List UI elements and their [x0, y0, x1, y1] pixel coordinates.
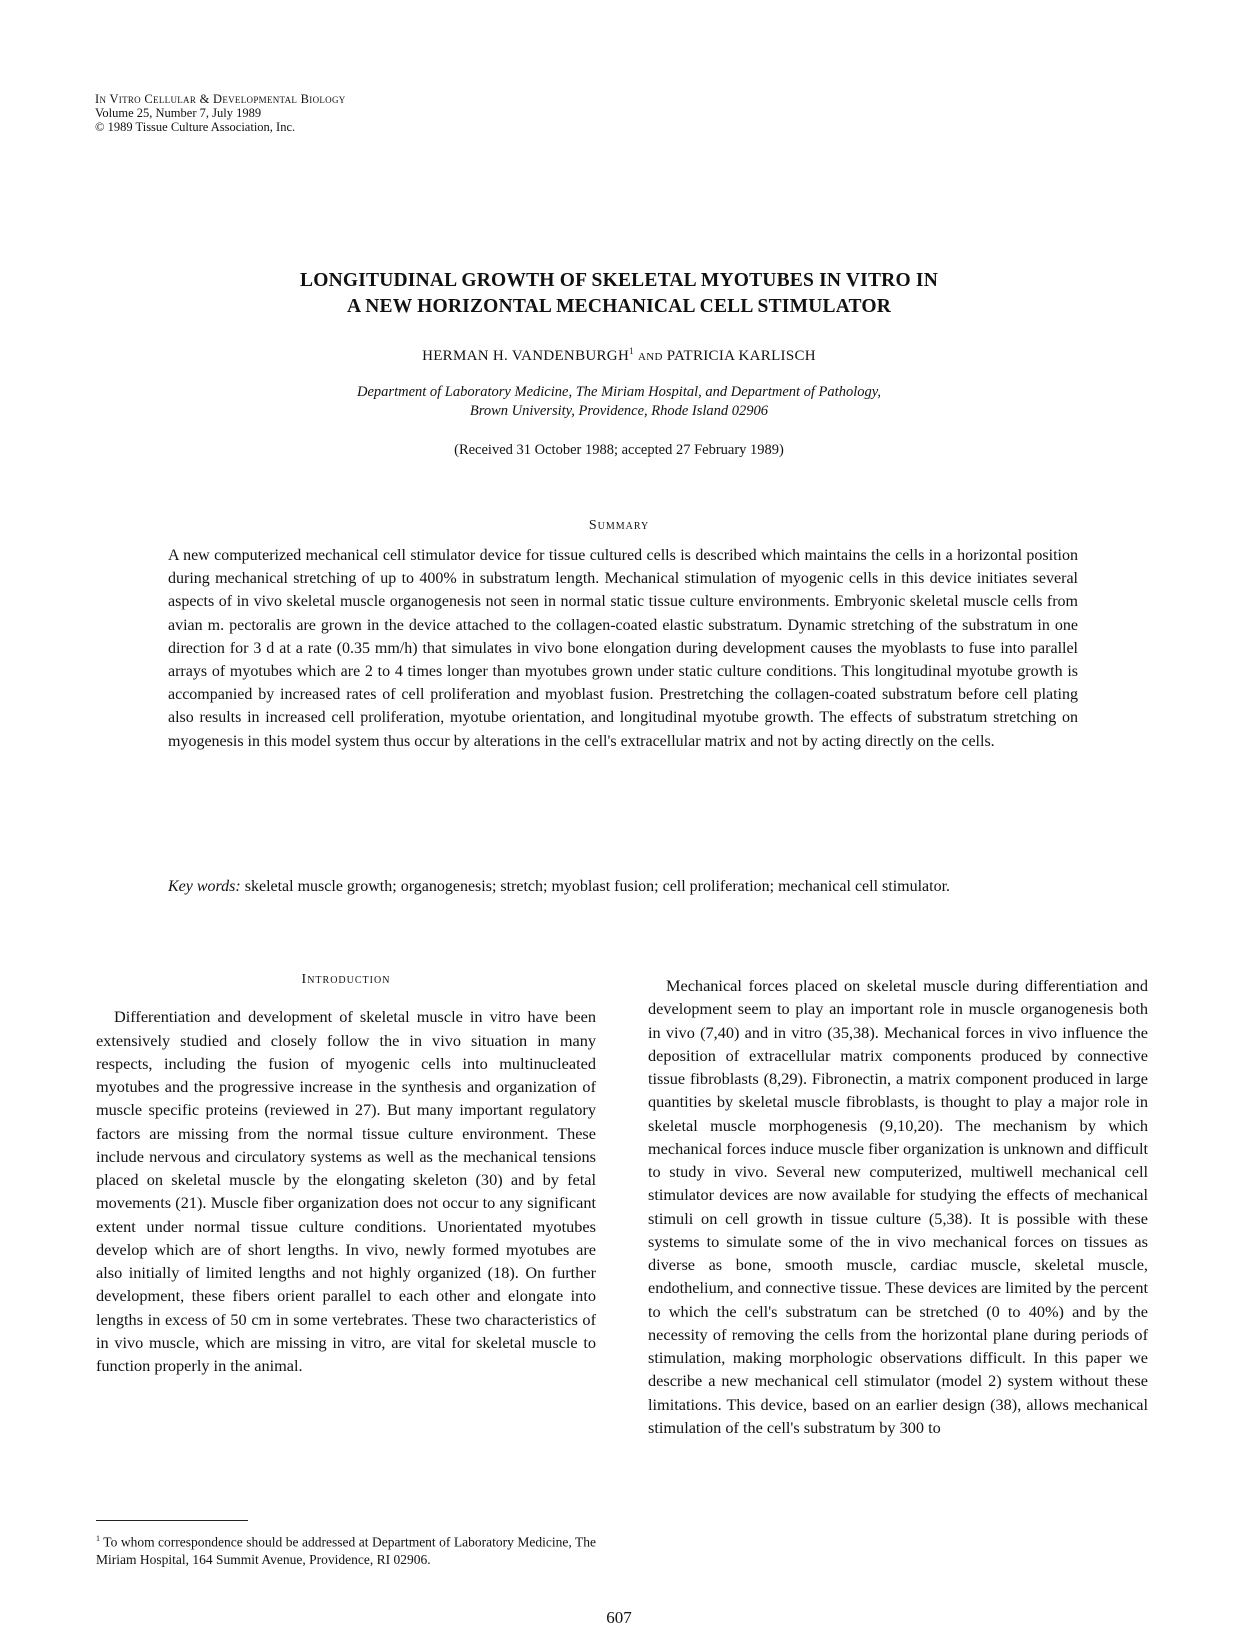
author-list	[150, 346, 1088, 365]
introduction-heading: Introduction	[301, 972, 391, 987]
author-1: HERMAN H. VANDENBURGH	[422, 348, 630, 364]
affiliation-line-1: Department of Laboratory Medicine, The Miriam Hospital, and Department of Pathology,	[357, 384, 881, 400]
author-1-footnote-mark: 1	[629, 346, 634, 356]
title-line-1: LONGITUDINAL GROWTH OF SKELETAL MYOTUBES IN VITRO IN	[300, 270, 938, 291]
footnote-mark: 1	[96, 1534, 100, 1543]
keywords	[168, 875, 1078, 898]
affiliation	[150, 383, 1088, 421]
author-2: PATRICIA KARLISCH	[666, 348, 816, 364]
author-conjunction: AND	[637, 351, 663, 363]
title-block	[150, 268, 1088, 459]
footnote	[96, 1530, 596, 1569]
introduction-paragraph-2: Mechanical forces placed on skeletal muscle during differentiation and development seem to play an important role in muscle organogenesis both in vivo (7,40) and in vitro (35,38). Mechanical forces in vivo influence the deposition of extracellular matrix components produced by connective tissue fibroblasts (8,29). Fibronectin, a matrix component produced in large quantities by skeletal muscle fibroblasts, is thought to play a major role in skeletal muscle morphogenesis (9,10,20). The mechanism by which mechanical forces induce muscle fiber organization is unknown and difficult to study in vivo. Several new computerized, multiwell mechanical cell stimulator devices are now available for studying the effects of mechanical stimuli on cell growth in tissue culture (5,38). It is possible with these systems to simulate some of the in vivo mechanical forces on tissues as diverse as bone, smooth muscle, cardiac muscle, skeletal muscle, endothelium, and connective tissue. These devices are limited by the percent to which the cell's substratum can be stretched (0 to 40%) and by the necessity of removing the cells from the horizontal plane during periods of stimulation, making morphologic observations difficult. In this paper we describe a new mechanical cell stimulator (model 2) system without these limitations. This device, based on an earlier design (38), allows mechanical stimulation of the cell's substratum by 300 to	[648, 976, 1148, 1437]
journal-copyright: © 1989 Tissue Culture Association, Inc.	[95, 120, 296, 134]
page-number: 607	[606, 1608, 632, 1627]
right-column	[648, 974, 1148, 1439]
title-line-2: A NEW HORIZONTAL MECHANICAL CELL STIMULATOR	[346, 296, 892, 317]
footnote-text: To whom correspondence should be addressed at Department of Laboratory Medicine, The Miriam Hospital, 164 Summit Avenue, Providence, RI 02906.	[96, 1534, 596, 1567]
journal-name: In Vitro Cellular & Developmental Biology	[95, 92, 346, 106]
keywords-text: skeletal muscle growth; organogenesis; stretch; myoblast fusion; cell proliferation; mechanical cell stimulator.	[244, 878, 951, 895]
summary-text: A new computerized mechanical cell stimulator device for tissue cultured cells is described which maintains the cells in a horizontal position during mechanical stretching of up to 400% in substratum length. Mechanical stimulation of myogenic cells in this device initiates several aspects of in vivo skeletal muscle organogenesis not seen in normal static tissue culture environments. Embryonic skeletal muscle cells from avian m. pectoralis are grown in the device attached to the collagen-coated elastic substratum. Dynamic stretching of the substratum in one direction for 3 d at a rate (0.35 mm/h) that simulates in vivo bone elongation during development causes the myoblasts to fuse into parallel arrays of myotubes which are 2 to 4 times longer than myotubes grown under static culture conditions. This longitudinal myotube growth is accompanied by increased rates of cell proliferation and myoblast fusion. Prestretching the collagen-coated substratum before cell plating also results in increased cell proliferation, myotube orientation, and longitudinal myotube growth. The effects of substratum stretching on myogenesis in this model system thus occur by alterations in the cell's extracellular matrix and not by acting directly on the cells.	[168, 547, 1078, 750]
journal-header	[95, 92, 346, 134]
footnote-divider	[96, 1520, 248, 1521]
journal-volume: Volume 25, Number 7, July 1989	[95, 106, 262, 120]
keywords-label: Key words:	[168, 878, 241, 895]
received-dates: (Received 31 October 1988; accepted 27 February 1989)	[454, 442, 784, 458]
introduction-paragraph-1: Differentiation and development of skeletal muscle in vitro have been extensively studied and closely follow the in vivo situation in many respects, including the fusion of myogenic cells into multinucleated myotubes and the progressive increase in the synthesis and organization of muscle specific proteins (reviewed in 27). But many important regulatory factors are missing from the normal tissue culture environment. These include nervous and circulatory systems as well as the mechanical tensions placed on skeletal muscle by the elongating skeleton (30) and by fetal movements (21). Muscle fiber organization does not occur to any significant extent under normal tissue culture conditions. Unorientated myotubes develop which are of short lengths. In vivo, newly formed myotubes are also initially of limited lengths and not highly organized (18). On further development, these fibers orient parallel to each other and elongate into lengths in excess of 50 cm in some vertebrates. These two characteristics of in vivo muscle, which are missing in vitro, are vital for skeletal muscle to function properly in the animal.	[96, 1007, 596, 1375]
article-title	[150, 268, 1088, 320]
left-column	[96, 968, 596, 1377]
affiliation-line-2: Brown University, Providence, Rhode Island 02906	[469, 403, 769, 419]
summary-heading: Summary	[588, 518, 650, 533]
